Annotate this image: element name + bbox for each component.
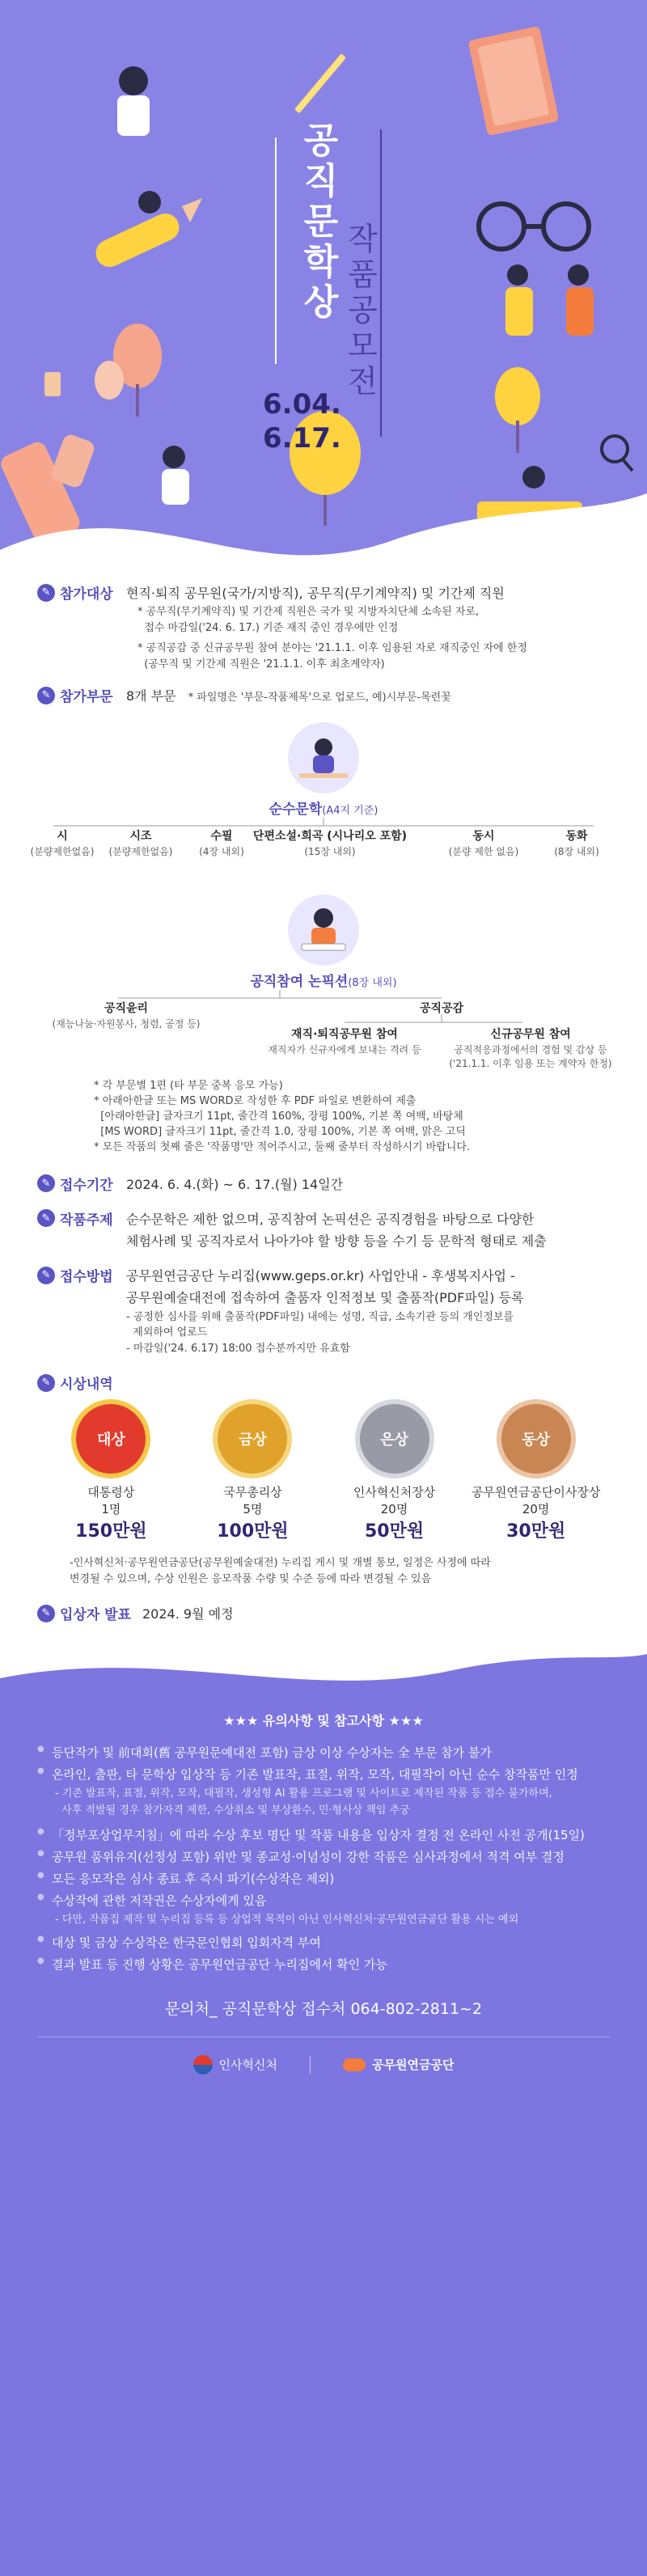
prize-item: 은상 인사혁신처장상 20명 50만원: [326, 1404, 463, 1542]
nonfiction-notes: * 각 부문별 1편 (타 부문 중복 응모 가능) * 아래아한글 또는 MS WORD로 작성한 후 PDF 파일로 변환하여 제출 [아래아한글] 글자크기 11pt, 줄간격 160%, 장평 100%, 기본 쪽 여백, 바탕체 [MS WORD] 글자크기 11pt, 줄간격 1.0, 장평 100%, 기본 쪽 여백, 맑은 고딕 * 모든 작품의 첫째 줄은 '작품명'만 적어주시고, 둘째 줄부터 작성하시기 바랍니다.: [94, 1080, 471, 1153]
pen-icon: ✎: [37, 1267, 55, 1284]
notice-item: ● 온라인, 출판, 타 문학상 입상작 등 기존 발표작, 표절, 위작, 모작, 대필작이 아닌 순수 창작품만 인정: [37, 1764, 610, 1786]
literature-item: 동시 (분량 제한 없음): [448, 830, 519, 857]
eligibility-note: * 공직공감 중 신규공무원 참여 분야는 '21.1.1. 이후 임용된 자로 재직중인 자에 한정 (공무직 및 기간제 직원은 '21.1.1. 이후 최초계약자): [137, 642, 527, 670]
literature-item: 시조 (분량제한없음): [108, 830, 173, 857]
title-divider: [275, 137, 277, 364]
pen-icon: ✎: [37, 1209, 55, 1227]
eligibility-text: 현직·퇴직 공무원(국가/지방직), 공무직(무기계약직) 및 기간제 직원: [126, 586, 505, 601]
literature-item: 시 (분량제한없음): [30, 830, 95, 857]
period-text: 2024. 6. 4.(화) ~ 6. 17.(월) 14일간: [126, 1176, 344, 1192]
category-note: * 파일명은 '부문-작품제목'으로 업로드, 예)시부문-목련꽃: [188, 692, 451, 704]
notice-section: [0, 1646, 647, 2576]
writing-person-icon: [279, 721, 368, 794]
eligibility-label: ✎ 참가대상: [37, 582, 126, 603]
eligibility-note: * 공무직(무기계약직) 및 기간제 직원은 국가 및 지방자치단체 소속된 자로, 접수 마감일('24. 6. 17.) 기준 재직 중인 경우에만 인정: [137, 606, 480, 634]
announce-text: 2024. 9월 예정: [142, 1606, 234, 1622]
medal-icon: 대상: [76, 1404, 146, 1474]
literature-section: [37, 721, 610, 818]
notice-sub: - 기존 발표작, 표절, 위작, 모작, 대필작, 생성형 AI 활용 프로그램 및 사이트로 제작된 작품 등 접수 불가하며, 사후 적발될 경우 참가자격 제한, 수상취소 및 부상환수, 민·형사상 책임 추궁: [55, 1787, 552, 1817]
nonfiction-new: 신규공무원 참여 공직적응과정에서의 경험 및 감상 등 ('21.1.1. 이후 임용 또는 계약자 한정): [449, 1028, 612, 1069]
notice-item: ● 공무원 품위유지(선정성 포함) 위반 및 종교성·이념성이 강한 작품은 심사과정에서 적격 여부 결정: [37, 1846, 610, 1868]
contact-info: 문의처_ 공직문학상 접수처 064-802-2811~2: [164, 1999, 483, 2018]
theme-label: ✎ 작품주제: [37, 1208, 126, 1229]
notice-item: ● 「정부포상업무지침」에 따라 수상 후보 명단 및 작품 내용을 입상자 결정 전 온라인 사전 공개(15일): [37, 1825, 610, 1846]
nonfiction-title: 공직참여 논픽션(8장 내외): [250, 974, 397, 991]
announce-label: ✎ 입상자 발표: [37, 1603, 142, 1623]
prize-item: 대상 대통령상 1명 150만원: [42, 1404, 180, 1542]
prize-item: 금상 국무총리상 5명 100만원: [184, 1404, 321, 1542]
awards-note: -인사혁신처·공무원연금공단(공무원예술대전) 누리집 게시 및 개별 통보, 일정은 사정에 따라 변경될 수 있으며, 수상 인원은 응모작품 수량 및 수준 등에 따라 변경될 수 있음: [70, 1557, 491, 1585]
hero-subtitle: 작품공모전: [342, 222, 378, 400]
literature-title: 순수문학(A4지 기준): [269, 802, 378, 818]
hero-date-start: 6.04.: [263, 388, 341, 421]
org-logo: 공무원연금공단: [343, 2056, 454, 2073]
gepa-logo-icon: [343, 2058, 366, 2071]
taegeuk-icon: [193, 2055, 213, 2075]
hero-wave: [0, 453, 647, 582]
notice-wave: [0, 1646, 647, 1703]
hero-banner: [0, 0, 647, 582]
notice-item: ● 대상 및 금상 수상작은 한국문인협회 입회자격 부여: [37, 1932, 610, 1954]
hero-title: 공직문학상: [297, 121, 338, 324]
reading-person-icon: [279, 894, 368, 967]
literature-tree: [30, 818, 610, 874]
medal-icon: 금상: [218, 1404, 287, 1474]
org-logo: 인사혁신처: [193, 2055, 277, 2075]
notice-title: ★★★ 유의사항 및 참고사항 ★★★: [223, 1713, 424, 1729]
notice-sub: - 다만, 작품집 제작 및 누리집 등록 등 상업적 목적이 아닌 인사혁신처·공무원연금공단 활용 시는 예외: [55, 1913, 519, 1926]
pen-icon: ✎: [37, 584, 55, 602]
footer-logos: [37, 2055, 610, 2075]
period-label: ✎ 접수기간: [37, 1174, 126, 1194]
content-section: [0, 582, 647, 1625]
notice-item: ● 모든 응모작은 심사 종료 후 즉시 파기(수상작은 제외): [37, 1868, 610, 1890]
category-label: ✎ 참가부문: [37, 685, 126, 705]
nonfiction-ethics: 공직윤리 (재능나눔·자원봉사, 청렴, 공정 등): [52, 1002, 201, 1030]
notice-item: ● 수상작에 관한 저작권은 수상자에게 있음: [37, 1890, 610, 1912]
awards-label: ✎ 시상내역: [37, 1373, 126, 1393]
notice-item: ● 결과 발표 등 진행 상황은 공무원연금공단 누리집에서 확인 가능: [37, 1954, 610, 1976]
prize-list: [37, 1404, 610, 1542]
pen-icon: ✎: [37, 1174, 55, 1192]
nonfiction-retired: 재직·퇴직공무원 참여 재직자가 신규자에게 보내는 격려 등: [268, 1028, 421, 1055]
method-text: 공무원연금공단 누리집(www.geps.or.kr) 사업안내 - 후생복지사업 - 공무원예술대전에 접속하여 출품자 인적정보 및 출품작(PDF파일) 등록 - 공정한 심사를 위해 출품작(PDF파일) 내에는 성명, 직급, 소속기관 등의 개인정보를 제외하여 업로드 - 마감일('24. 6.17) 18:00 접수분까지만 유효함: [126, 1268, 524, 1355]
category-text: 8개 부문: [126, 688, 176, 704]
theme-text: 순수문학은 제한 없으며, 공직참여 논픽션은 공직경험을 바탕으로 다양한 체험사례 및 공직자로서 나아가야 할 방향 등을 수기 등 문학적 형태로 제출: [126, 1211, 547, 1249]
nonfiction-tree: [37, 990, 610, 1079]
notice-item: ● 등단작가 및 前대회(舊 공무원문예대전 포함) 금상 이상 수상자는 全 부문 참가 불가: [37, 1742, 610, 1764]
medal-icon: 은상: [360, 1404, 429, 1474]
method-label: ✎ 접수방법: [37, 1265, 126, 1285]
prize-item: 동상 공무원연금공단이사장상 20명 30만원: [467, 1404, 605, 1542]
pen-icon: ✎: [37, 1374, 55, 1392]
medal-icon: 동상: [501, 1404, 571, 1474]
literature-item: 단편소설·희곡 (시나리오 포함) (15장 내외): [252, 830, 408, 857]
nonfiction-section: [37, 894, 610, 990]
pen-icon: ✎: [37, 687, 55, 704]
hero-date-end: 6.17.: [263, 422, 341, 455]
literature-item: 수필 (4장 내외): [199, 830, 244, 857]
pen-icon: ✎: [37, 1605, 55, 1622]
nonfiction-empathy: 공직공감: [419, 1002, 464, 1016]
literature-item: 동화 (8장 내외): [554, 830, 599, 857]
